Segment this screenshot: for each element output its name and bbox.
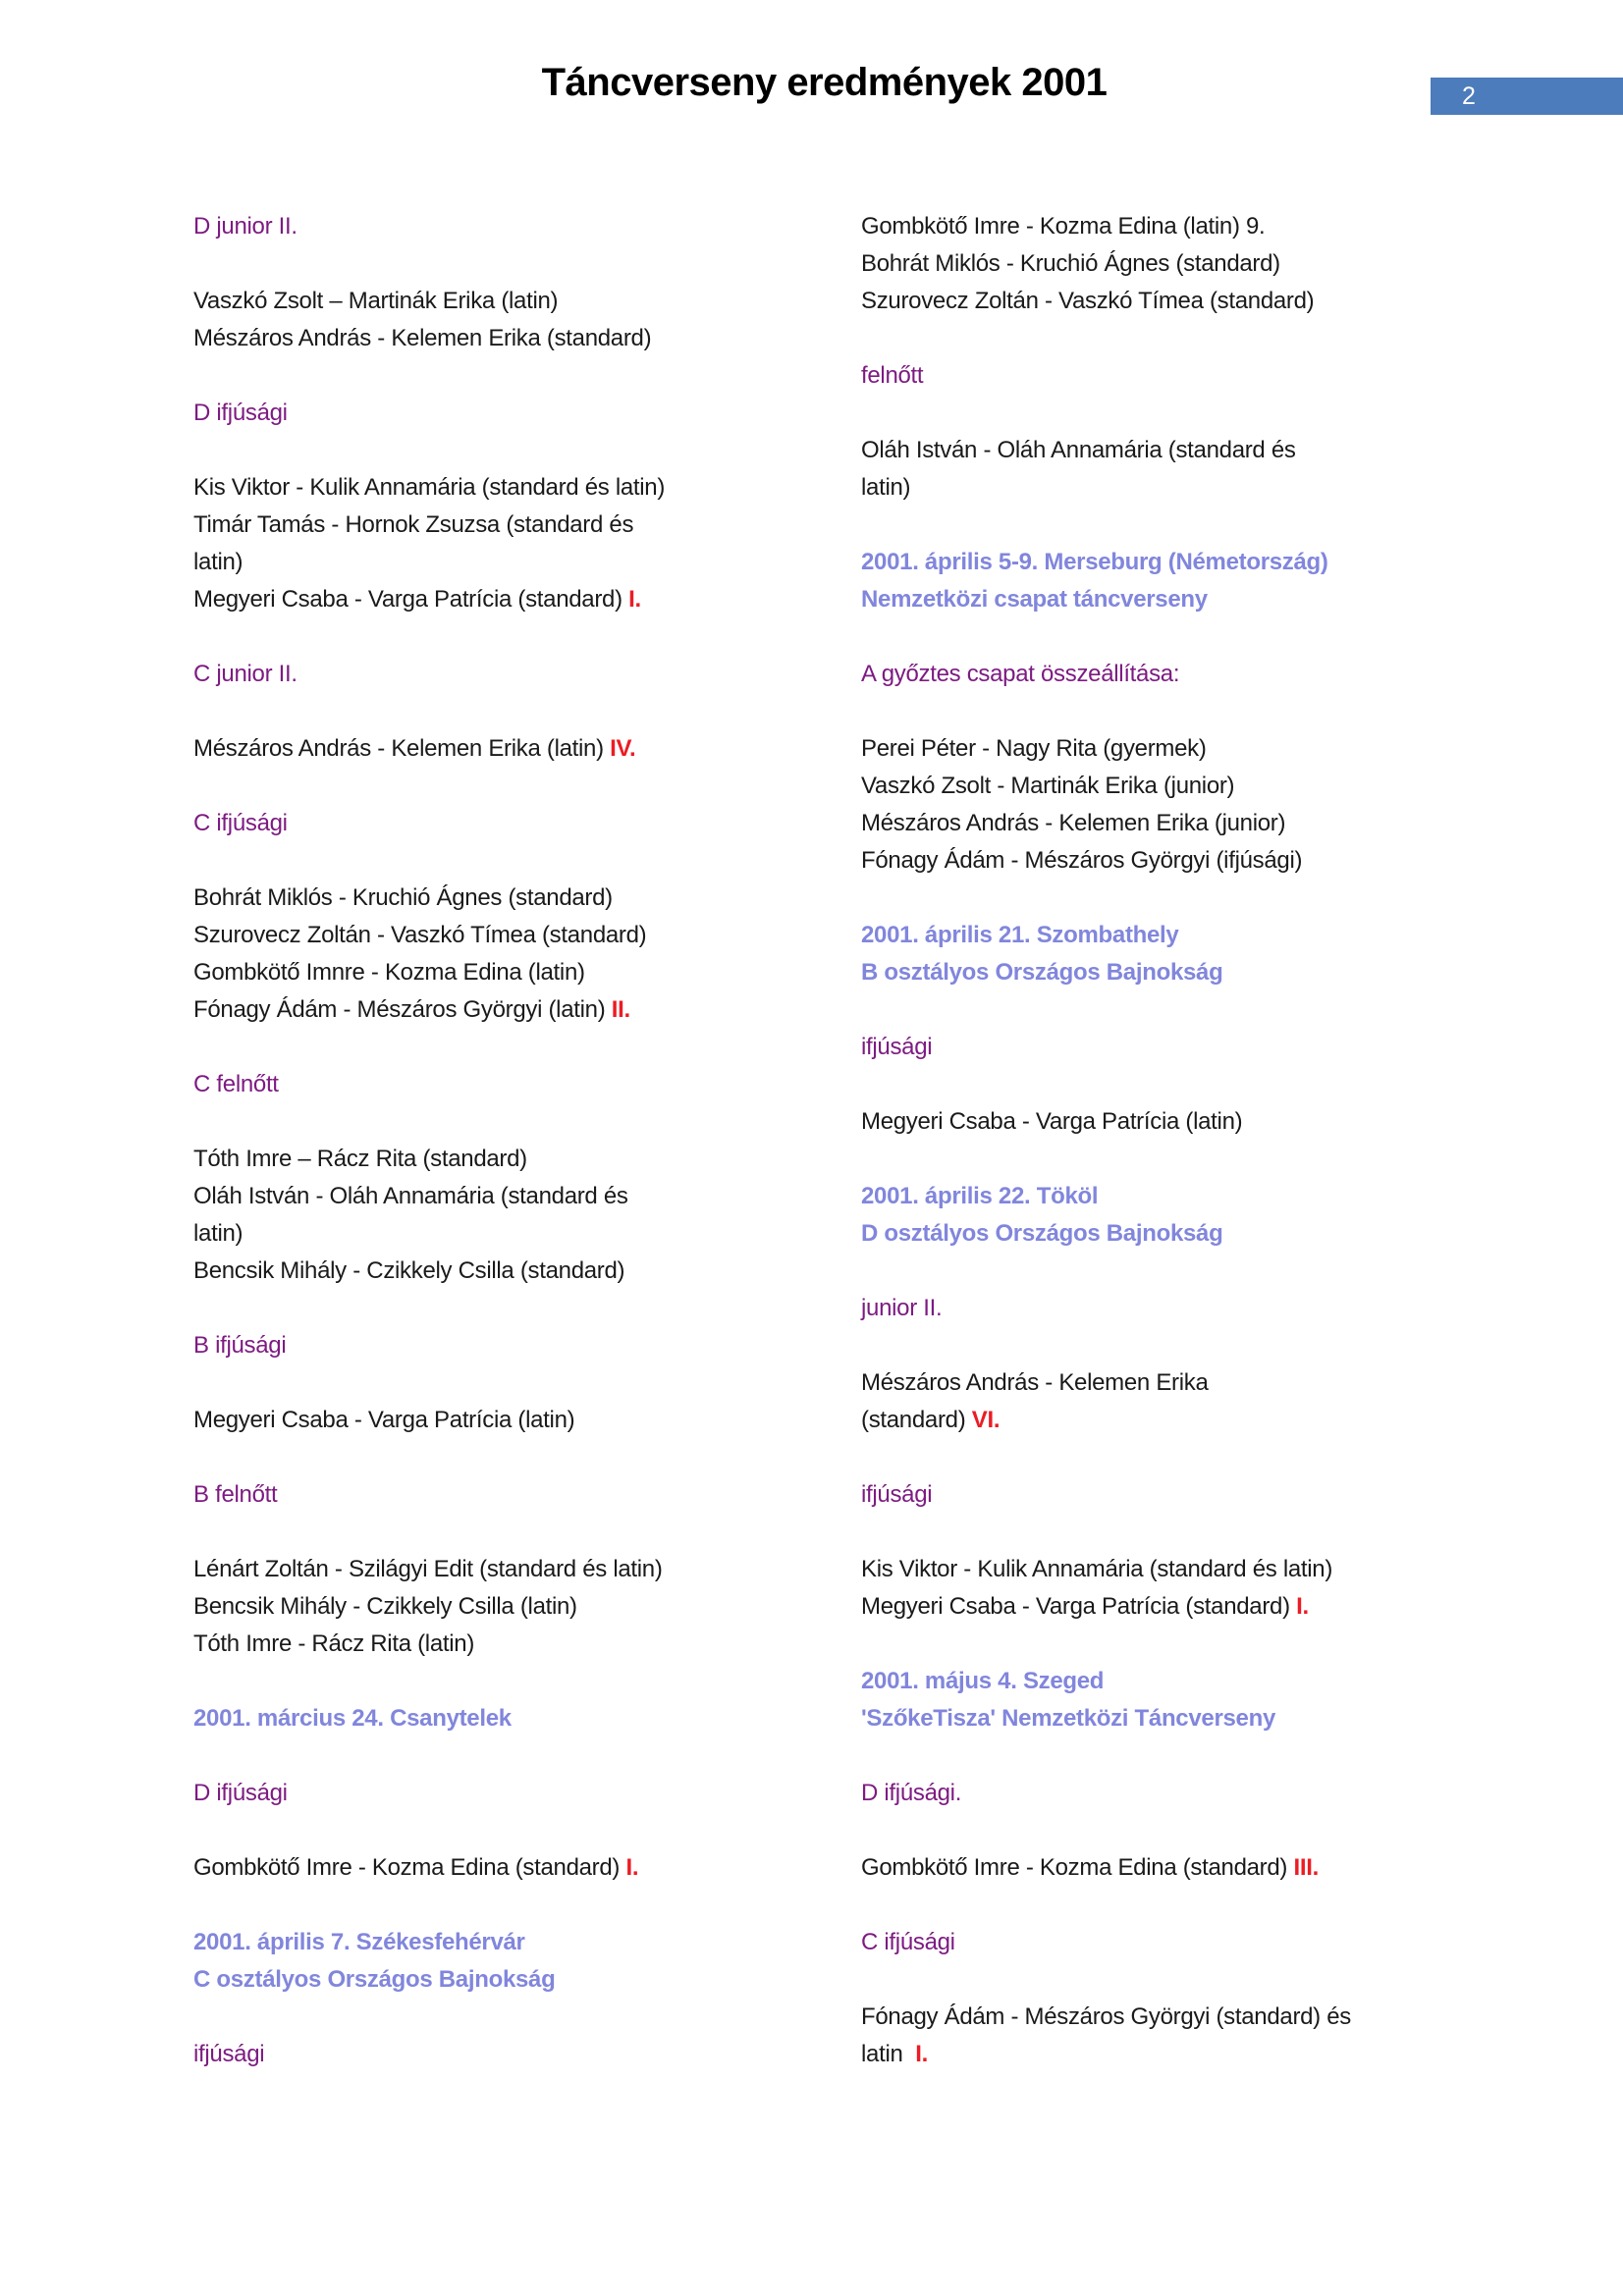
text-segment: Gombkötő Imre - Kozma Edina (standard) xyxy=(861,1854,1294,1881)
category-heading xyxy=(193,395,827,432)
text-segment: Fónagy Ádám - Mészáros Györgyi (ifjúsági) xyxy=(861,847,1303,874)
text-segment: Gombkötő Imnre - Kozma Edina (latin) xyxy=(193,959,585,986)
entries-paragraph xyxy=(193,880,827,1029)
category-heading xyxy=(861,1476,1494,1514)
entry-line xyxy=(861,842,1494,880)
entry-line xyxy=(861,2036,1494,2073)
entry-line xyxy=(861,1103,1494,1141)
category-heading xyxy=(193,1066,827,1103)
entries-paragraph xyxy=(193,730,827,768)
entry-line xyxy=(861,432,1494,469)
text-segment: D ifjúsági xyxy=(193,1780,288,1806)
text-segment: B ifjúsági xyxy=(193,1332,287,1359)
heading-line xyxy=(861,1290,1494,1327)
heading-line xyxy=(193,1066,827,1103)
event-heading xyxy=(861,1178,1494,1253)
placement-result: I. xyxy=(625,1854,639,1881)
text-segment: Mészáros András - Kelemen Erika (junior) xyxy=(861,810,1286,836)
entries-paragraph xyxy=(861,1103,1494,1141)
entries-paragraph xyxy=(193,1402,827,1439)
heading-line xyxy=(861,1215,1494,1253)
text-segment: 2001. április 5-9. Merseburg (Németország) xyxy=(861,549,1328,575)
entry-line xyxy=(861,245,1494,283)
text-segment: Tóth Imre – Rácz Rita (standard) xyxy=(193,1146,527,1172)
entry-line xyxy=(193,954,827,991)
category-heading xyxy=(193,1775,827,1812)
entry-line xyxy=(861,730,1494,768)
right-column xyxy=(861,208,1494,2110)
text-segment: Fónagy Ádám - Mészáros Györgyi (standard) és xyxy=(861,2003,1351,2030)
entry-line xyxy=(193,1178,827,1215)
entry-line xyxy=(193,1253,827,1290)
entry-line xyxy=(193,581,827,618)
category-heading xyxy=(861,1029,1494,1066)
entries-paragraph xyxy=(861,1999,1494,2073)
heading-line xyxy=(193,395,827,432)
text-segment: 2001. április 21. Szombathely xyxy=(861,922,1179,948)
placement-result: I. xyxy=(915,2041,929,2067)
text-segment: Tóth Imre - Rácz Rita (latin) xyxy=(193,1630,475,1657)
entry-line xyxy=(193,880,827,917)
heading-line xyxy=(861,1178,1494,1215)
text-segment: C felnőtt xyxy=(193,1071,279,1097)
entry-line xyxy=(861,1364,1494,1402)
placement-result: IV. xyxy=(610,735,636,762)
text-segment: 2001. március 24. Csanytelek xyxy=(193,1705,512,1732)
entry-line xyxy=(193,1626,827,1663)
text-segment: D ifjúsági. xyxy=(861,1780,962,1806)
heading-line xyxy=(193,1327,827,1364)
text-segment: 2001. április 22. Tököl xyxy=(861,1183,1099,1209)
entry-line xyxy=(861,1849,1494,1887)
text-segment: Gombkötő Imre - Kozma Edina (latin) 9. xyxy=(861,213,1266,240)
entries-paragraph xyxy=(861,208,1494,320)
heading-line xyxy=(861,1924,1494,1961)
heading-line xyxy=(193,1476,827,1514)
text-segment: Mészáros András - Kelemen Erika (standard) xyxy=(193,325,652,351)
text-segment: Kis Viktor - Kulik Annamária (standard és latin) xyxy=(193,474,666,501)
text-segment: Vaszkó Zsolt – Martinák Erika (latin) xyxy=(193,288,559,314)
text-segment: Vaszkó Zsolt - Martinák Erika (junior) xyxy=(861,773,1235,799)
event-heading xyxy=(861,917,1494,991)
category-heading xyxy=(193,805,827,842)
text-segment: 'SzőkeTisza' Nemzetközi Táncverseny xyxy=(861,1705,1275,1732)
heading-line xyxy=(193,2036,827,2073)
text-segment: Oláh István - Oláh Annamária (standard és xyxy=(861,437,1296,463)
entries-paragraph xyxy=(193,1551,827,1663)
text-segment: Megyeri Csaba - Varga Patrícia (latin) xyxy=(861,1108,1243,1135)
entry-line xyxy=(861,1402,1494,1439)
event-heading xyxy=(193,1924,827,1999)
text-segment: (standard) xyxy=(861,1407,972,1433)
entries-paragraph xyxy=(861,432,1494,507)
heading-line xyxy=(193,1775,827,1812)
heading-line xyxy=(193,1924,827,1961)
placement-result: VI. xyxy=(971,1407,1001,1433)
entry-line xyxy=(193,507,827,544)
text-segment: D osztályos Országos Bajnokság xyxy=(861,1220,1223,1247)
category-heading xyxy=(193,2036,827,2073)
category-heading xyxy=(193,1327,827,1364)
text-segment: C ifjúsági xyxy=(861,1929,955,1955)
text-segment: latin) xyxy=(193,1220,243,1247)
entry-line xyxy=(193,283,827,320)
entry-line xyxy=(193,917,827,954)
entry-line xyxy=(861,1551,1494,1588)
text-segment: Mészáros András - Kelemen Erika (latin) xyxy=(193,735,611,762)
text-segment: Szurovecz Zoltán - Vaszkó Tímea (standard) xyxy=(861,288,1315,314)
text-segment: Oláh István - Oláh Annamária (standard és xyxy=(193,1183,628,1209)
category-heading xyxy=(861,1924,1494,1961)
text-segment: Perei Péter - Nagy Rita (gyermek) xyxy=(861,735,1207,762)
event-heading xyxy=(861,544,1494,618)
text-segment: D ifjúsági xyxy=(193,400,288,426)
text-segment: ifjúsági xyxy=(861,1481,933,1508)
text-segment: Lénárt Zoltán - Szilágyi Edit (standard és latin) xyxy=(193,1556,663,1582)
heading-line xyxy=(193,656,827,693)
event-heading xyxy=(193,1700,827,1737)
heading-line xyxy=(861,357,1494,395)
text-segment: D junior II. xyxy=(193,213,298,240)
text-segment: Kis Viktor - Kulik Annamária (standard és latin) xyxy=(861,1556,1333,1582)
text-segment: C ifjúsági xyxy=(193,810,288,836)
entry-line xyxy=(861,469,1494,507)
placement-result: II. xyxy=(611,996,630,1023)
entry-line xyxy=(861,208,1494,245)
category-heading xyxy=(861,1290,1494,1327)
text-segment: Bohrát Miklós - Kruchió Ágnes (standard) xyxy=(193,884,613,911)
entry-line xyxy=(193,544,827,581)
entries-paragraph xyxy=(193,1849,827,1887)
text-segment: Megyeri Csaba - Varga Patrícia (standard) xyxy=(861,1593,1297,1620)
entry-line xyxy=(193,1588,827,1626)
text-segment: Bencsik Mihály - Czikkely Csilla (latin) xyxy=(193,1593,577,1620)
heading-line xyxy=(193,805,827,842)
heading-line xyxy=(861,954,1494,991)
text-segment: junior II. xyxy=(861,1295,943,1321)
entry-line xyxy=(193,1215,827,1253)
entry-line xyxy=(193,320,827,357)
entry-line xyxy=(193,1402,827,1439)
entry-line xyxy=(193,730,827,768)
heading-line xyxy=(861,1700,1494,1737)
text-segment: Megyeri Csaba - Varga Patrícia (latin) xyxy=(193,1407,575,1433)
text-segment: C junior II. xyxy=(193,661,298,687)
text-segment: felnőtt xyxy=(861,362,924,389)
text-segment: ifjúsági xyxy=(861,1034,933,1060)
category-heading xyxy=(193,208,827,245)
text-segment: latin) xyxy=(861,474,911,501)
entries-paragraph xyxy=(861,1364,1494,1439)
heading-line xyxy=(193,1961,827,1999)
entry-line xyxy=(861,283,1494,320)
heading-line xyxy=(861,917,1494,954)
text-segment: B osztályos Országos Bajnokság xyxy=(861,959,1223,986)
text-segment: latin) xyxy=(193,549,243,575)
heading-line xyxy=(861,581,1494,618)
heading-line xyxy=(861,1775,1494,1812)
category-heading xyxy=(193,1476,827,1514)
placement-result: III. xyxy=(1293,1854,1319,1881)
category-heading xyxy=(193,656,827,693)
entries-paragraph xyxy=(193,469,827,618)
placement-result: I. xyxy=(628,586,641,613)
heading-line xyxy=(193,208,827,245)
category-heading xyxy=(861,357,1494,395)
heading-line xyxy=(861,1663,1494,1700)
heading-line xyxy=(861,1029,1494,1066)
text-segment: A győztes csapat összeállítása: xyxy=(861,661,1180,687)
entry-line xyxy=(193,991,827,1029)
page-title: Táncverseny eredmények 2001 xyxy=(541,61,1108,104)
two-column-layout xyxy=(193,208,1494,2110)
entry-line xyxy=(193,1849,827,1887)
entries-paragraph xyxy=(193,1141,827,1290)
category-heading xyxy=(861,1775,1494,1812)
text-segment: Bohrát Miklós - Kruchió Ágnes (standard) xyxy=(861,250,1280,277)
heading-line xyxy=(193,1700,827,1737)
text-segment: Gombkötő Imre - Kozma Edina (standard) xyxy=(193,1854,626,1881)
entry-line xyxy=(861,1999,1494,2036)
text-segment: Szurovecz Zoltán - Vaszkó Tímea (standard) xyxy=(193,922,647,948)
entries-paragraph xyxy=(193,283,827,357)
event-heading xyxy=(861,1663,1494,1737)
text-segment: 2001. április 7. Székesfehérvár xyxy=(193,1929,525,1955)
entries-paragraph xyxy=(861,1551,1494,1626)
text-segment: Nemzetközi csapat táncverseny xyxy=(861,586,1208,613)
text-segment: 2001. május 4. Szeged xyxy=(861,1668,1105,1694)
text-segment: latin xyxy=(861,2041,916,2067)
left-column xyxy=(193,208,827,2110)
entry-line xyxy=(193,469,827,507)
entry-line xyxy=(861,1588,1494,1626)
category-heading xyxy=(861,656,1494,693)
heading-line xyxy=(861,1476,1494,1514)
heading-line xyxy=(861,544,1494,581)
text-segment: Megyeri Csaba - Varga Patrícia (standard) xyxy=(193,586,629,613)
entry-line xyxy=(193,1551,827,1588)
entry-line xyxy=(861,805,1494,842)
text-segment: Fónagy Ádám - Mészáros Györgyi (latin) xyxy=(193,996,612,1023)
placement-result: I. xyxy=(1296,1593,1309,1620)
entries-paragraph xyxy=(861,1849,1494,1887)
text-segment: ifjúsági xyxy=(193,2041,265,2067)
entry-line xyxy=(193,1141,827,1178)
text-segment: Bencsik Mihály - Czikkely Csilla (standard) xyxy=(193,1257,625,1284)
text-segment: Timár Tamás - Hornok Zsuzsa (standard és xyxy=(193,511,634,538)
text-segment: C osztályos Országos Bajnokság xyxy=(193,1966,556,1993)
text-segment: Mészáros András - Kelemen Erika xyxy=(861,1369,1209,1396)
entries-paragraph xyxy=(861,730,1494,880)
page-number-badge: 2 xyxy=(1431,78,1623,115)
entry-line xyxy=(861,768,1494,805)
text-segment: B felnőtt xyxy=(193,1481,278,1508)
heading-line xyxy=(861,656,1494,693)
